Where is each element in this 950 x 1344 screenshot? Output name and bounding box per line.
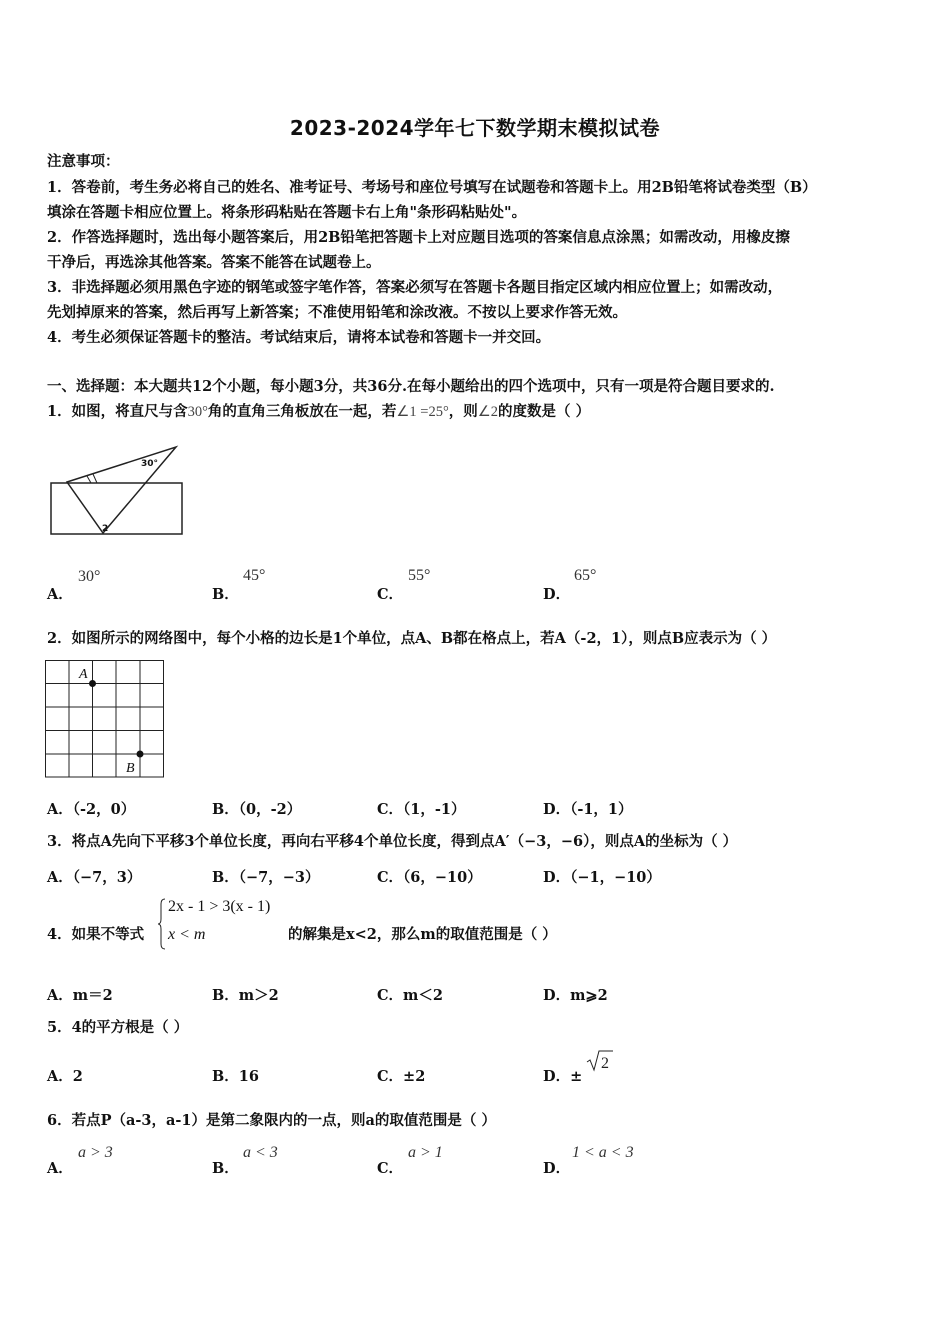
q1-option-a-value: 30° <box>78 568 101 585</box>
q2-option-d-value: （-1，1） <box>570 801 633 818</box>
q5-option-a[interactable] <box>47 1065 83 1086</box>
q2-option-a-letter: A． <box>47 801 73 818</box>
q1-option-a-letter[interactable]: A． <box>47 586 73 603</box>
point-a-label: A <box>79 667 88 682</box>
q1-option-c-value: 55° <box>408 567 431 584</box>
q4-option-a[interactable] <box>47 984 113 1005</box>
notice-line: 先划掉原来的答案，然后再写上新答案；不准使用铅笔和涂改液。不按以上要求作答无效。 <box>47 304 627 321</box>
point-b-dot <box>137 751 144 758</box>
notice-line: 干净后，再选涂其他答案。答案不能答在试题卷上。 <box>47 254 381 271</box>
q3-option-b[interactable] <box>212 866 320 887</box>
sqrt-symbol-icon <box>586 1049 614 1073</box>
q1-angle-30: 30° <box>187 404 208 420</box>
section-heading: 一、选择题：本大题共12个小题，每小题3分，共36分.在每小题给出的四个选项中，只有一项是符合题目要求的. <box>47 378 775 395</box>
q1-stem-part: ，则 <box>448 403 478 420</box>
q1-condition: ∠1 =25° <box>396 404 449 420</box>
q5-option-a-letter: A． <box>47 1068 73 1085</box>
q2-option-c-letter: C． <box>377 801 404 818</box>
q1-option-d-letter[interactable]: D． <box>543 586 571 603</box>
q5-option-b[interactable] <box>212 1065 259 1086</box>
q2-option-c[interactable] <box>377 798 466 819</box>
q2-option-d[interactable] <box>543 798 633 819</box>
notice-line: 4．考生必须保证答题卡的整洁。考试结束后，请将本试卷和答题卡一并交回。 <box>47 329 551 346</box>
q6-option-d-letter[interactable]: D． <box>543 1160 571 1177</box>
q3-option-d-letter: D． <box>543 869 571 886</box>
q4-option-c-value: m＜2 <box>403 987 443 1004</box>
q1-option-b-value: 45° <box>243 567 266 584</box>
q1-option-b-letter[interactable]: B． <box>212 586 239 603</box>
figure-label-30: 30° <box>141 459 159 469</box>
q5-option-c-letter: C． <box>377 1068 404 1085</box>
q1-option-c-letter[interactable]: C． <box>377 586 404 603</box>
q6-option-b-value: a < 3 <box>243 1144 278 1161</box>
q4-option-a-letter: A． <box>47 987 73 1004</box>
q5-option-d[interactable] <box>543 1065 582 1086</box>
q4-option-d-letter: D． <box>543 987 571 1004</box>
q1-stem-part: 1．如图，将直尺与含 <box>47 403 188 420</box>
q2-option-a[interactable] <box>47 798 135 819</box>
question-4-stem-b: 的解集是x<2，那么m的取值范围是（ ） <box>288 926 557 943</box>
q6-option-c-letter[interactable]: C． <box>377 1160 404 1177</box>
q6-option-c-value: a > 1 <box>408 1144 443 1161</box>
sqrt-radicand: 2 <box>601 1055 609 1072</box>
notice-line: 2．作答选择题时，选出每小题答案后，用2B铅笔把答题卡上对应题目选项的答案信息点涂黑；如需改动，用橡皮擦 <box>47 229 790 246</box>
q4-option-b-letter: B． <box>212 987 239 1004</box>
q3-option-b-value: （−7，−3） <box>238 869 320 886</box>
inequality-2: x < m <box>168 926 206 943</box>
inequality-system <box>158 896 288 952</box>
q3-option-d-value: （−1，−10） <box>570 869 661 886</box>
q5-option-d-value: ± <box>570 1068 583 1085</box>
notice-line: 1．答卷前，考生务必将自己的姓名、准考证号、考场号和座位号填写在试题卷和答题卡上。用2B铅笔将试卷类型（B） <box>47 179 817 196</box>
q4-option-c-letter: C． <box>377 987 404 1004</box>
q6-option-a-value: a > 3 <box>78 1144 113 1161</box>
q4-option-d-value: m⩾2 <box>570 987 608 1004</box>
q3-option-c-value: （6，−10） <box>403 869 482 886</box>
question-5-stem: 5．4的平方根是（ ） <box>47 1019 189 1036</box>
brace-icon <box>158 898 166 950</box>
q2-option-c-value: （1，-1） <box>403 801 466 818</box>
ruler-triangle-figure <box>45 440 190 540</box>
q2-option-b-value: （0，-2） <box>238 801 302 818</box>
q3-option-a[interactable] <box>47 866 141 887</box>
q5-option-c[interactable] <box>377 1065 425 1086</box>
question-1-stem <box>47 402 907 422</box>
question-6-stem: 6．若点P（a-3，a-1）是第二象限内的一点，则a的取值范围是（ ） <box>47 1112 496 1129</box>
question-3-stem: 3．将点A先向下平移3个单位长度，再向右平移4个单位长度，得到点A′（−3，−6），则点A的坐标为（ ） <box>47 833 738 850</box>
q4-option-c[interactable] <box>377 984 443 1005</box>
q1-target-angle: ∠2 <box>477 404 499 420</box>
q3-option-b-letter: B． <box>212 869 239 886</box>
q3-option-c[interactable] <box>377 866 482 887</box>
question-2-stem: 2．如图所示的网络图中，每个小格的边长是1个单位，点A、B都在格点上，若A（-2，1），则点B应表示为（ ） <box>47 630 777 647</box>
q1-stem-part: 的度数是（ ） <box>498 403 591 420</box>
q1-stem-part: 角的直角三角板放在一起，若 <box>207 403 397 420</box>
page-title: 2023-2024学年七下数学期末模拟试卷 <box>289 116 661 140</box>
q5-option-a-value: 2 <box>72 1068 83 1085</box>
q4-option-d[interactable] <box>543 984 608 1005</box>
q2-option-a-value: （-2，0） <box>72 801 136 818</box>
point-b-label: B <box>126 761 135 776</box>
q3-option-a-letter: A． <box>47 869 73 886</box>
grid-figure <box>45 660 165 778</box>
q5-option-c-value: ±2 <box>403 1068 426 1085</box>
q2-option-b[interactable] <box>212 798 301 819</box>
q3-option-c-letter: C． <box>377 869 404 886</box>
q6-option-b-letter[interactable]: B． <box>212 1160 239 1177</box>
notice-heading: 注意事项： <box>47 153 120 170</box>
point-a-dot <box>89 680 96 687</box>
q3-option-a-value: （−7，3） <box>72 869 142 886</box>
inequality-1: 2x - 1 > 3(x - 1) <box>168 898 271 915</box>
q4-option-b[interactable] <box>212 984 279 1005</box>
q6-option-d-value: 1 < a < 3 <box>572 1144 634 1161</box>
q5-option-b-value: 16 <box>238 1068 259 1085</box>
question-4-stem-a: 4．如果不等式 <box>47 926 145 943</box>
q5-option-b-letter: B． <box>212 1068 239 1085</box>
q5-option-d-letter: D． <box>543 1068 571 1085</box>
q4-option-a-value: m＝2 <box>72 987 113 1004</box>
q1-option-d-value: 65° <box>574 567 597 584</box>
notice-line: 3．非选择题必须用黑色字迹的钢笔或签字笔作答，答案必须写在答题卡各题目指定区域内相应位置上；如需改动， <box>47 279 783 296</box>
q6-option-a-letter[interactable]: A． <box>47 1160 73 1177</box>
q4-option-b-value: m＞2 <box>238 987 279 1004</box>
figure-label-2: 2 <box>102 524 109 534</box>
notice-line: 填涂在答题卡相应位置上。将条形码粘贴在答题卡右上角"条形码粘贴处"。 <box>47 204 527 221</box>
q2-option-d-letter: D． <box>543 801 571 818</box>
q3-option-d[interactable] <box>543 866 661 887</box>
q2-option-b-letter: B． <box>212 801 239 818</box>
